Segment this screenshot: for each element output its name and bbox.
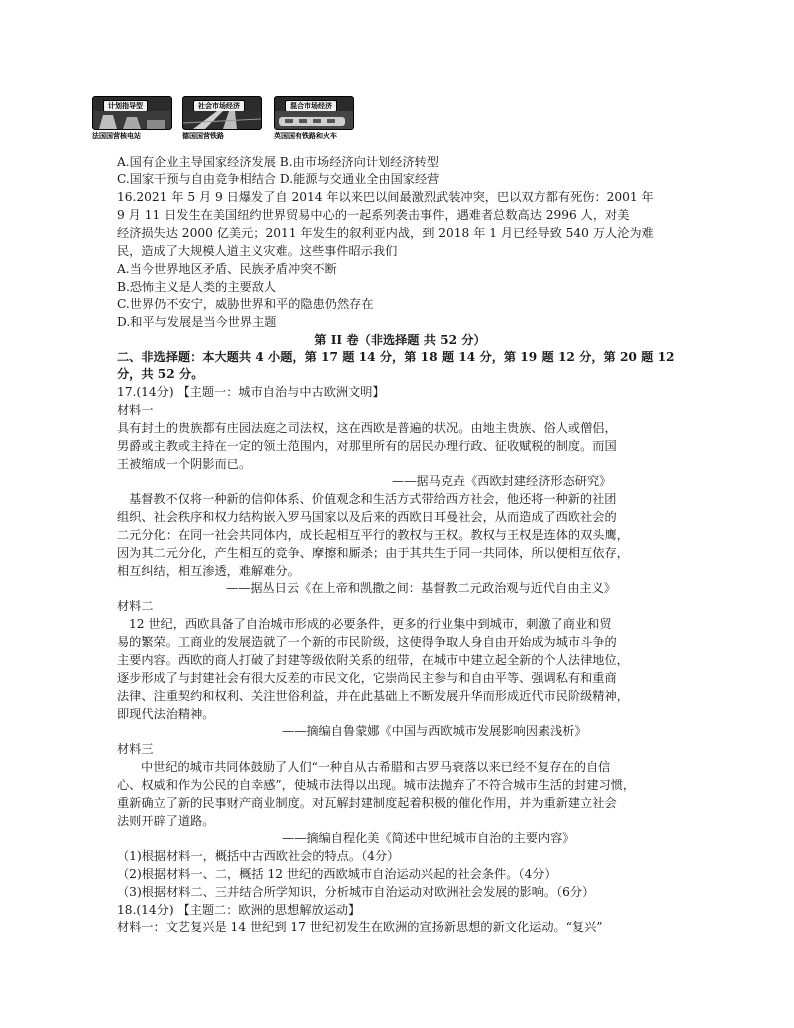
source-citation: ——据丛日云《在上帝和凯撒之间：基督教二元政治观与近代自由主义》 xyxy=(226,581,616,595)
q16-stem: 9 月 11 日发生在美国纽约世界贸易中心的一起系列袭击事件，遇难者总数高达 2996 人，对美 xyxy=(117,208,630,222)
paragraph-line: 逐步形成了与封建社会有很大反差的市民文化，它崇尚民主参与和自由平等、强调私有和重商 xyxy=(117,671,617,685)
paragraph-line: 心、权威和作为公民的自幸感”，使城市法得以出现。城市法抛弃了不符合城市生活的封建习惯， xyxy=(117,778,636,792)
figure-banner: 计划指导型 xyxy=(103,100,148,112)
figure-caption: 英国国有铁路和火车 xyxy=(274,131,337,140)
material-label: 材料一 xyxy=(117,403,154,417)
paragraph-line: 二元分化：在同一社会共同体内，成长起相互平行的教权与王权。教权与王权是连体的双头鹰， xyxy=(117,528,629,542)
source-citation: ——据马克垚《西欧封建经济形态研究》 xyxy=(392,474,612,488)
train-image xyxy=(274,96,354,130)
paragraph-line: 法则开辟了道路。 xyxy=(117,814,215,828)
figure-french-nuclear-plant xyxy=(92,94,170,146)
material-label: 材料三 xyxy=(117,742,154,756)
q16-stem: 经济损失达 2000 亿美元；2011 年发生的叙利亚内战，到 2018 年 1 月已经导致 540 万人沦为难 xyxy=(117,226,654,240)
source-citation: ——摘编自程化美《简述中世纪城市自治的主要内容》 xyxy=(282,831,575,845)
q16-stem: 16.2021 年 5 月 9 日爆发了自 2014 年以来巴以间最激烈武装冲突，巴以双方都有死伤：2001 年 xyxy=(117,190,654,204)
paragraph-line: 组织、社会秩序和权力结构嵌入罗马国家以及后来的西欧日耳曼社会，从而造成了西欧社会的 xyxy=(117,510,617,524)
paragraph-line: 主要内容。西欧的商人打破了封建等级依附关系的纽带，在城市中建立起全新的个人法律地位， xyxy=(117,653,629,667)
paragraph-line: 男爵或主教或主持在一定的领土范围内，对那里所有的居民办理行政、征收赋税的制度。而国 xyxy=(117,439,617,453)
source-citation: ——摘编自鲁蒙娜《中国与西欧城市发展影响因素浅析》 xyxy=(282,724,587,738)
figure-strip xyxy=(92,94,362,146)
paragraph-line: 王被缩成一个阴影而已。 xyxy=(117,457,252,471)
q16-option-d: D.和平与发展是当今世界主题 xyxy=(117,315,277,329)
q16-stem: 民，造成了大规模人道主义灾难。这些事件昭示我们 xyxy=(117,244,398,258)
figure-german-railway xyxy=(182,94,260,146)
q16-option-c: C.世界仍不安宁，威胁世界和平的隐患仍然存在 xyxy=(117,297,374,311)
paragraph-line: 基督教不仅将一种新的信仰体系、价值观念和生活方式带给西方社会，他还将一种新的社团 xyxy=(129,492,617,506)
paragraph-line: 具有封土的贵族都有庄园法庭之司法权，这在西欧是普遍的状况。由地主贵族、俗人或僧侣， xyxy=(117,421,617,435)
figure-caption: 法国国营核电站 xyxy=(92,131,141,140)
figure-british-railway xyxy=(274,94,352,146)
paragraph-line: 12 世纪，西欧具备了自治城市形成的必要条件，更多的行业集中到城市，刺激了商业和贸 xyxy=(129,617,612,631)
railway-image xyxy=(182,96,262,130)
figure-caption: 德国国营铁路 xyxy=(182,131,224,140)
paragraph-line: 材料一：文艺复兴是 14 世纪到 17 世纪初发生在欧洲的宣扬新思想的新文化运动。“复兴” xyxy=(117,920,603,934)
paragraph-line: 易的繁荣。工商业的发展造就了一个新的市民阶级，这使得争取人身自由开始成为城市斗争的 xyxy=(117,635,617,649)
paragraph-line: 相互纠结，相互渗透，难解难分。 xyxy=(117,564,300,578)
q15-options-line2: C.国家干预与自由竞争相结合 D.能源与交通业全由国家经营 xyxy=(117,172,440,186)
nuclear-plant-image xyxy=(92,96,172,130)
q15-options-line1: A.国有企业主导国家经济发展 B.由市场经济向计划经济转型 xyxy=(117,155,439,169)
q16-option-b: B.恐怖主义是人类的主要敌人 xyxy=(117,280,277,294)
figure-banner: 社会市场经济 xyxy=(193,100,245,112)
q17-subquestion-3: （3)根据材料二、三并结合所学知识，分析城市自治运动对欧洲社会发展的影响。（6分） xyxy=(117,885,595,899)
part2-instruction: 分，共 52 分。 xyxy=(117,367,204,381)
railway-scene-icon xyxy=(183,111,261,129)
paragraph-line: 法律、注重契约和权利、关注世俗利益，并在此基础上不断发展升华而形成近代市民阶级精神， xyxy=(117,689,629,703)
q18-header: 18.(14分) 【主题二：欧洲的思想解放运动】 xyxy=(117,903,361,917)
material-label: 材料二 xyxy=(117,599,154,613)
figure-banner: 混合市场经济 xyxy=(285,100,337,112)
q17-subquestion-1: （1)根据材料一，概括中古西欧社会的特点。（4分） xyxy=(117,849,400,863)
q16-option-a: A.当今世界地区矛盾、民族矛盾冲突不断 xyxy=(117,262,337,276)
paragraph-line: 因为其二元分化，产生相互的竞争、摩擦和厮杀；由于其共生于同一共同体，所以便相互依存， xyxy=(117,546,629,560)
q17-subquestion-2: （2)根据材料一、二，概括 12 世纪的西欧城市自治运动兴起的社会条件。（4分） xyxy=(117,867,557,881)
part2-title: 第 II 卷（非选择题 共 52 分） xyxy=(314,333,486,347)
paragraph-line: 即现代法治精神。 xyxy=(117,707,215,721)
train-scene-icon xyxy=(275,111,353,129)
nuclear-plant-scene-icon xyxy=(93,111,171,129)
q17-header: 17.(14分) 【主题一：城市自治与中古欧洲文明】 xyxy=(117,385,385,399)
paragraph-line: 重新确立了新的民事财产商业制度。对瓦解封建制度起着积极的催化作用，并为重新建立社会 xyxy=(117,796,617,810)
paragraph-line: 中世纪的城市共同体鼓励了人们“一种自从古希腊和古罗马衰落以来已经不复存在的自信 xyxy=(141,760,611,774)
part2-instruction: 二、非选择题：本大题共 4 小题，第 17 题 14 分，第 18 题 14 分，第 19 题 12 分，第 20 题 12 xyxy=(117,350,675,364)
